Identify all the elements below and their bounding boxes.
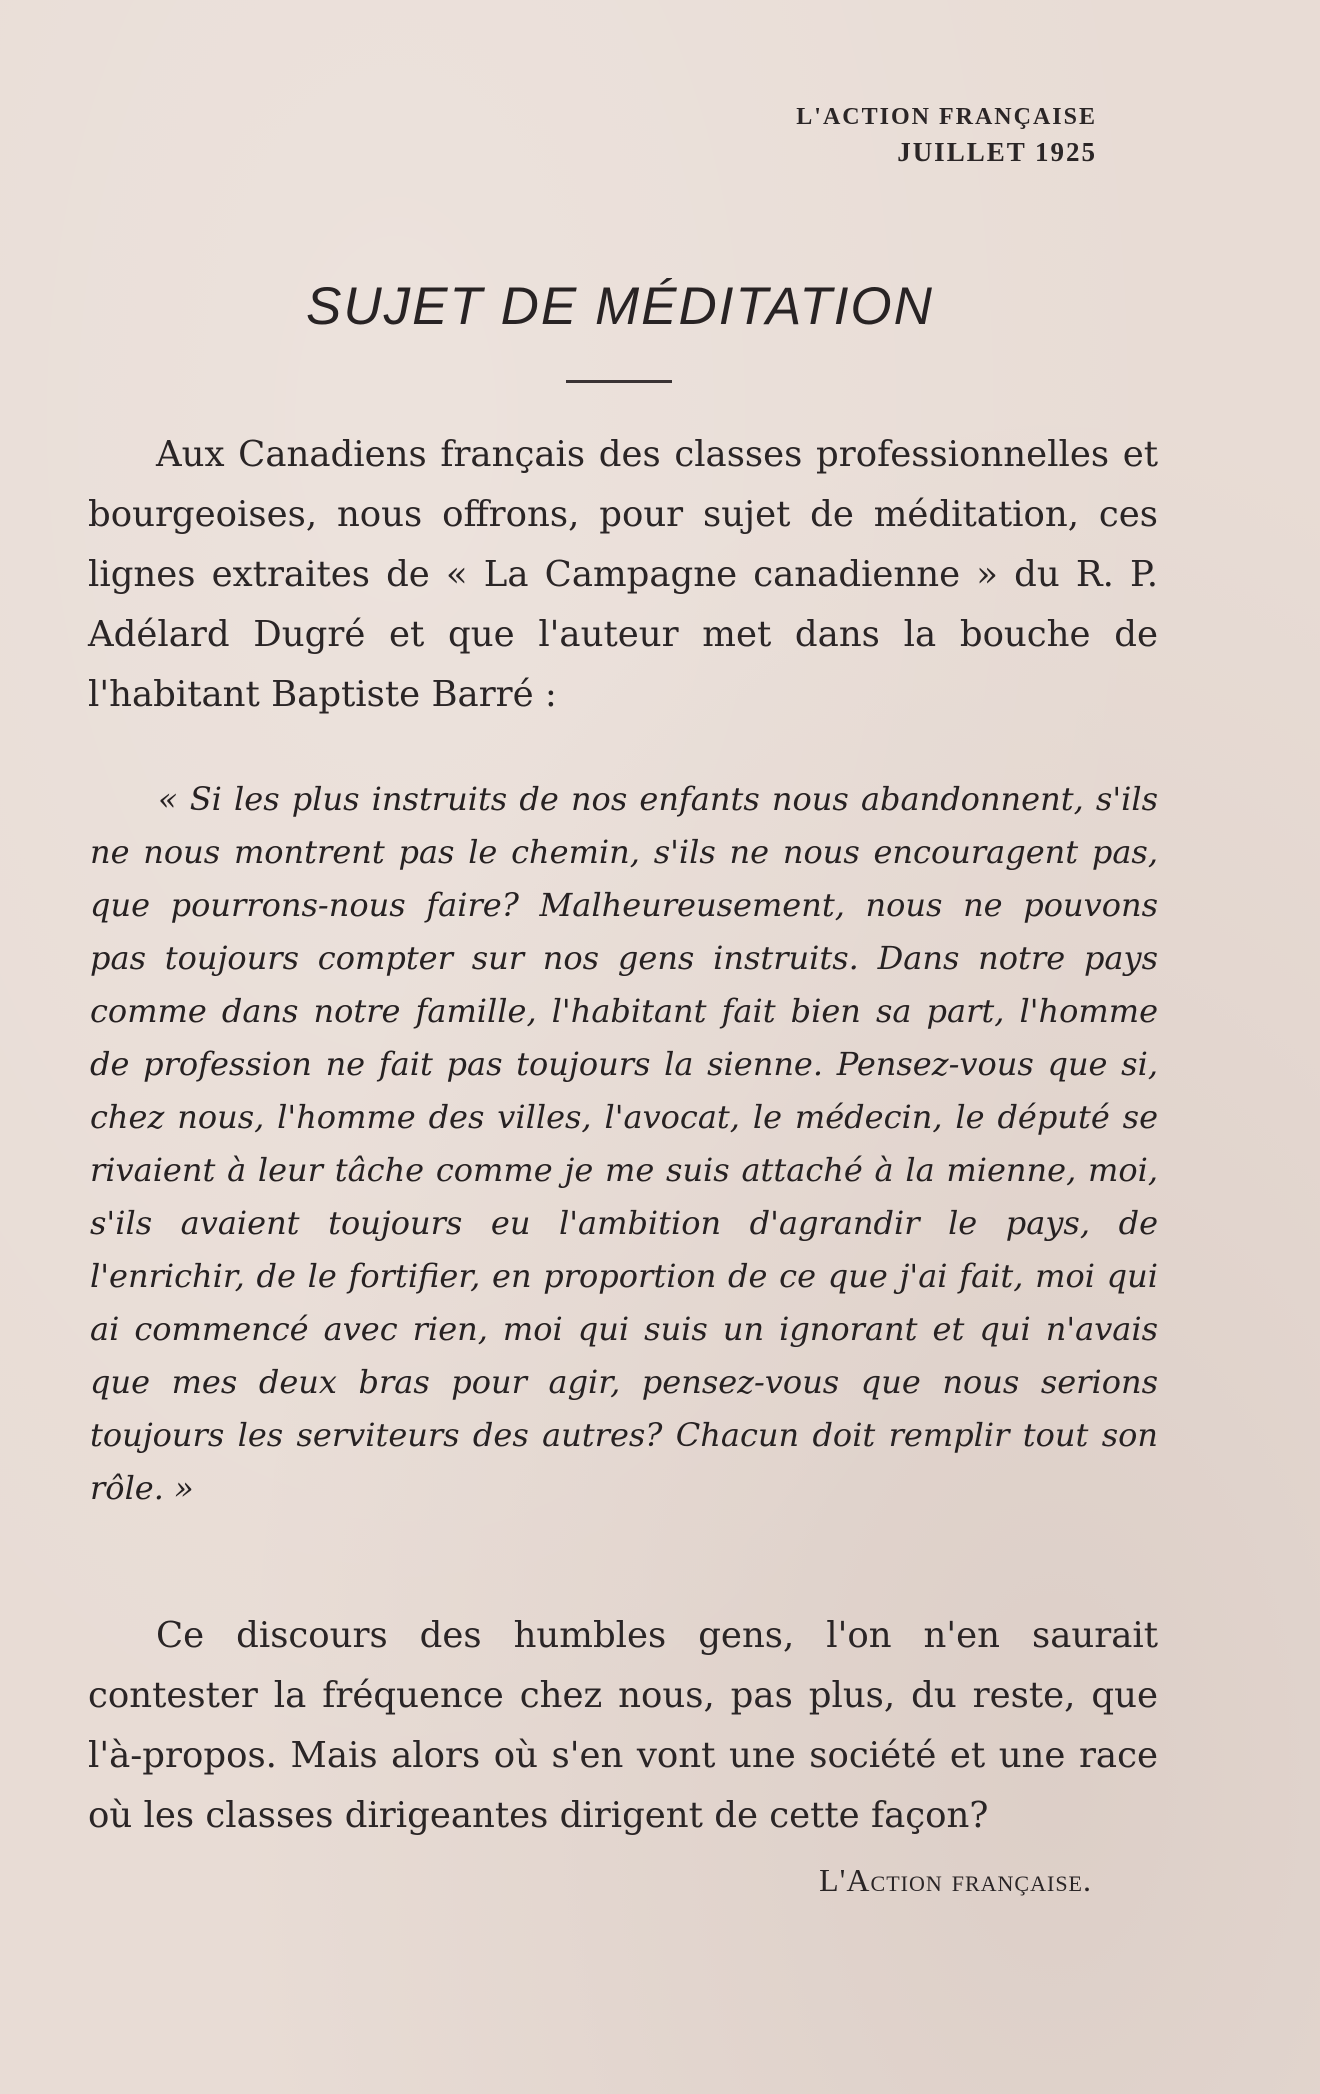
running-header [796, 100, 1097, 170]
quotation-text: « Si les plus instruits de nos enfants nous abandonnent, s'ils ne nous montrent pas le chemin, s'ils ne nous encouragent pas, que pourrons-nous faire? Malheureusement, nous ne pouvons pas toujours compter sur nos gens instruits. Dans notre pays comme dans notre famille, l'habitant fait bien sa part, l'homme de profession ne fait pas toujours la sienne. Pensez-vous que si, chez nous, l'homme des villes, l'avocat, le médecin, le député se rivaient à leur tâche comme je me suis attaché à la mienne, moi, s'ils avaient toujours eu l'ambition d'agrandir le pays, de l'enrichir, de le fortifier, en proportion de ce que j'ai fait, moi qui ai commencé avec rien, moi qui suis un ignorant et qui n'avais que mes deux bras pour agir, pensez-vous que nous serions toujours les serviteurs des autres? Chacun doit remplir tout son rôle. » [90, 780, 1158, 1507]
page-title: SUJET DE MÉDITATION [306, 277, 934, 336]
issue-date: JUILLET 1925 [897, 137, 1097, 167]
quotation-block [90, 773, 1158, 1515]
signature [819, 1862, 1092, 1899]
title-divider [566, 380, 672, 383]
journal-name: L'ACTION FRANÇAISE [796, 104, 1097, 130]
intro-text: Aux Canadiens français des classes professionnelles et bourgeoises, nous offrons, pour sujet de méditation, ces lignes extraites de « La Campagne canadienne » du R. P. Adélard Dugré et que l'auteur met dans la bouche de l'habitant Baptiste Barré : [88, 434, 1158, 715]
signature-text: L'Action française. [819, 1862, 1092, 1898]
closing-text: Ce discours des humbles gens, l'on n'en saurait contester la fréquence chez nous, pas plus, du reste, que l'à-propos. Mais alors où s'en vont une société et une race où les classes dirigeantes dirigent de cette façon? [88, 1615, 1158, 1836]
intro-paragraph [88, 425, 1158, 725]
closing-paragraph [88, 1606, 1158, 1846]
